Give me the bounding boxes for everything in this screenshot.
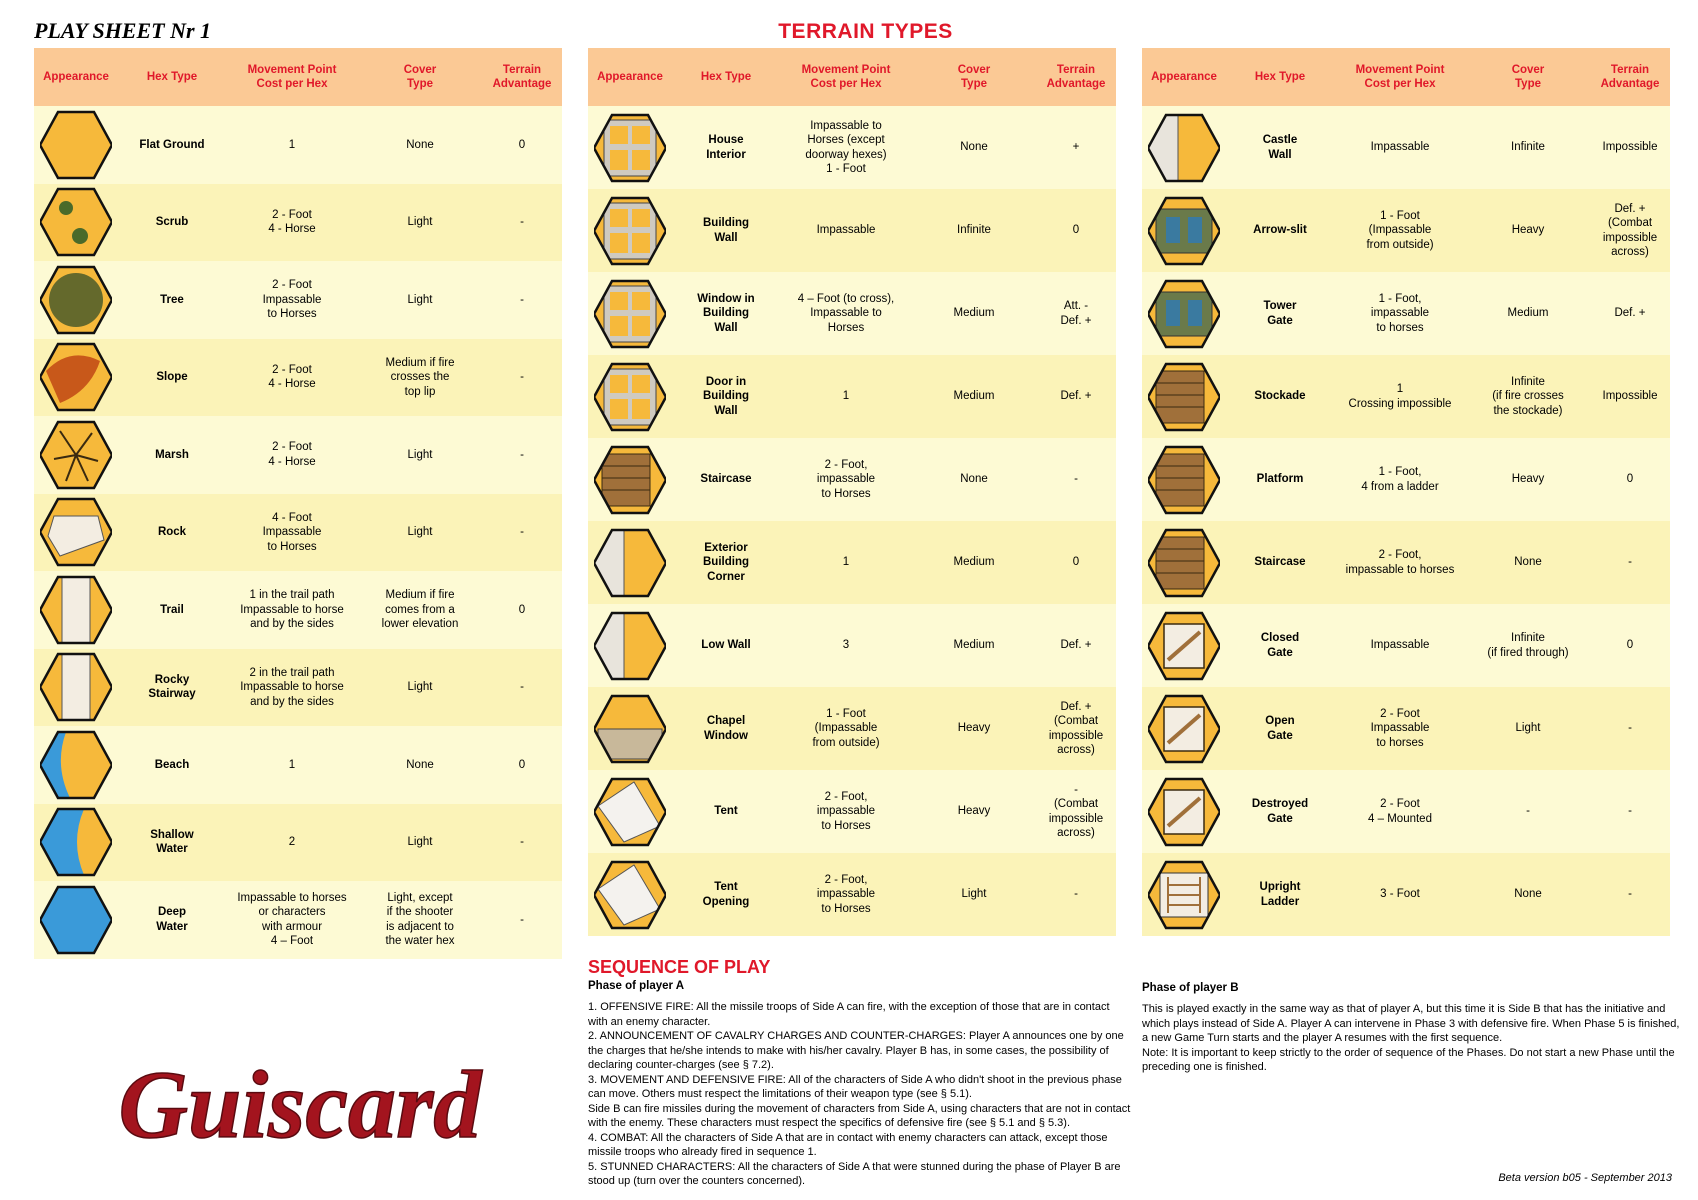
table-row xyxy=(1142,106,1670,189)
cover-type: - xyxy=(1526,805,1530,818)
movement-cost: Impassable to horses or characters with armour 4 – Foot xyxy=(237,891,347,948)
hex-type: Platform xyxy=(1256,473,1304,486)
rock-hex-icon xyxy=(34,496,118,568)
guiscard-logo-text: Guiscard xyxy=(118,1051,482,1158)
beach-hex-icon xyxy=(34,729,118,801)
header-hex-type: Hex Type xyxy=(1254,71,1306,83)
phase-a-item: Side B can fire missiles during the movement of characters from Side A, using characters that are not in contact with the enemy. These characters must respect the specifics of defensive fire (see § 5.1 and § 5.3). xyxy=(588,1102,1131,1129)
movement-cost: 1 - Foot (Impassable from outside) xyxy=(812,707,880,749)
hex-type: Scrub xyxy=(155,216,189,228)
terrain-advantage: - xyxy=(520,913,524,926)
tree-hex-icon xyxy=(34,264,118,336)
cover-type: Light xyxy=(1515,722,1541,735)
window-building-wall-hex-icon xyxy=(588,278,672,350)
movement-cost: 2 - Foot 4 - Horse xyxy=(268,208,316,236)
table-row xyxy=(34,804,562,882)
table-row xyxy=(34,881,562,959)
movement-cost: 2 in the trail path Impassable to horse and by the sides xyxy=(240,666,344,708)
phase-b-item: This is played exactly in the same way as that of player A, but this time it is Side B that has the initiative and which plays instead of Side A. Player A can intervene in Phase 3 with defensive fire. When Phase 5 is finished, a new Game Turn starts and the player A resumes with the first sequence. xyxy=(1142,1003,1680,1044)
exterior-corner-hex-icon xyxy=(588,527,672,599)
table-header xyxy=(1142,48,1670,106)
cover-type: Light xyxy=(407,448,433,461)
staircase-wood-hex-icon xyxy=(1142,527,1226,599)
phase-a-item: 1. OFFENSIVE FIRE: All the missile troops of Side A can fire, with the exception of those that are in contact with an enemy character. xyxy=(588,1001,1110,1028)
hex-type: Door in Building Wall xyxy=(703,375,749,417)
table-row xyxy=(588,521,1116,604)
hex-type: Arrow-slit xyxy=(1253,224,1307,237)
header-advantage: Terrain Advantage xyxy=(492,64,552,90)
movement-cost: 3 xyxy=(842,639,850,652)
cover-type: None xyxy=(406,138,434,151)
table-row xyxy=(1142,770,1670,853)
terrain-advantage: Impossible xyxy=(1602,141,1658,154)
cover-type: Light xyxy=(407,526,433,538)
platform-hex-icon xyxy=(1142,444,1226,516)
header-advantage: Terrain Advantage xyxy=(1046,64,1106,90)
table-row xyxy=(1142,189,1670,272)
building-wall-hex-icon xyxy=(588,195,672,267)
movement-cost: 2 - Foot 4 - Horse xyxy=(268,363,316,391)
phase-a-title: Phase of player A xyxy=(588,980,685,992)
table-row xyxy=(1142,604,1670,687)
terrain-advantage: 0 xyxy=(518,758,526,771)
closed-gate-hex-icon xyxy=(1142,610,1226,682)
cover-type: Light xyxy=(407,293,433,306)
hex-type: Beach xyxy=(154,758,190,771)
header-hex-type: Hex Type xyxy=(700,71,752,83)
hex-type: Tower Gate xyxy=(1263,300,1297,327)
movement-cost: 1 in the trail path Impassable to horse and by the sides xyxy=(240,589,344,630)
hex-type: Flat Ground xyxy=(139,138,205,151)
terrain-advantage: Def. + xyxy=(1060,639,1092,652)
terrain-advantage: - xyxy=(520,526,524,538)
terrain-types-title: TERRAIN TYPES xyxy=(778,20,953,43)
header-cover: Cover Type xyxy=(957,64,991,90)
movement-cost: 1 xyxy=(842,390,850,403)
movement-cost: 1 - Foot, impassable to horses xyxy=(1370,292,1430,334)
sheet-title: PLAY SHEET Nr 1 xyxy=(34,18,212,43)
deep-water-hex-icon xyxy=(34,884,118,956)
terrain-advantage: - xyxy=(1628,556,1632,569)
header-movement: Movement Point Cost per Hex xyxy=(247,64,337,90)
cover-type: Infinite (if fired through) xyxy=(1487,632,1569,659)
table-row xyxy=(34,571,562,649)
stockade-hex-icon xyxy=(1142,361,1226,433)
hex-type: Rocky Stairway xyxy=(148,673,196,701)
movement-cost: 2 - Foot 4 - Horse xyxy=(268,441,316,468)
terrain-advantage: - xyxy=(520,216,524,228)
phase-b-title: Phase of player B xyxy=(1142,982,1239,994)
terrain-table-3 xyxy=(1142,48,1670,936)
table-row xyxy=(34,261,562,339)
header-appearance: Appearance xyxy=(43,71,109,83)
cover-type: Infinite xyxy=(1511,141,1545,154)
header-appearance: Appearance xyxy=(1151,71,1217,83)
movement-cost: 1 xyxy=(288,758,296,771)
cover-type: Medium if fire comes from a lower elevation xyxy=(381,589,459,630)
slope-hex-icon xyxy=(34,341,118,413)
hex-type: Slope xyxy=(156,371,188,383)
table-row xyxy=(588,770,1116,853)
terrain-advantage: - xyxy=(1074,888,1078,901)
arrow-slit-hex-icon xyxy=(1142,195,1226,267)
phase-a-item: 2. ANNOUNCEMENT OF CAVALRY CHARGES AND COUNTER-CHARGES: Player A announces one by one the charges that he/she intends to make with his/her cavalry. Player B has, in some cases, the possibility of declaring counter-charges (see § 7.2). xyxy=(588,1030,1124,1071)
header-advantage: Terrain Advantage xyxy=(1600,64,1660,90)
movement-cost: 2 - Foot Impassable to Horses xyxy=(262,279,322,320)
movement-cost: 2 xyxy=(288,836,296,848)
movement-cost: 1 - Foot, 4 from a ladder xyxy=(1361,466,1439,493)
tent-hex-icon xyxy=(588,776,672,848)
guiscard-logo xyxy=(100,1045,500,1165)
header-hex-type: Hex Type xyxy=(146,71,198,83)
table-row xyxy=(588,106,1116,189)
table-row xyxy=(34,184,562,262)
movement-cost: 2 - Foot 4 – Mounted xyxy=(1368,798,1432,825)
table-row xyxy=(1142,853,1670,936)
hex-type: Upright Ladder xyxy=(1259,881,1301,908)
tent-opening-hex-icon xyxy=(588,859,672,931)
cover-type: Medium xyxy=(953,556,995,569)
marsh-hex-icon xyxy=(34,419,118,491)
cover-type: Infinite (if fire crosses the stockade) xyxy=(1492,375,1564,417)
table-row xyxy=(34,649,562,727)
movement-cost: Impassable xyxy=(1370,141,1430,154)
door-building-wall-hex-icon xyxy=(588,361,672,433)
movement-cost: 2 - Foot, impassable to Horses xyxy=(816,790,876,832)
movement-cost: 3 - Foot xyxy=(1380,888,1420,901)
hex-type: Deep Water xyxy=(156,906,188,933)
hex-type: Castle Wall xyxy=(1262,134,1298,161)
version-text: Beta version b05 - September 2013 xyxy=(1498,1172,1672,1184)
table-row xyxy=(588,189,1116,272)
hex-type: Trail xyxy=(160,603,184,616)
cover-type: Medium xyxy=(953,307,995,320)
scrub-hex-icon xyxy=(34,186,118,258)
cover-type: None xyxy=(960,473,988,486)
hex-type: Chapel Window xyxy=(704,715,748,742)
terrain-advantage: Def. + (Combat impossible across) xyxy=(1602,202,1658,258)
terrain-advantage: 0 xyxy=(518,138,526,151)
cover-type: Light, except if the shooter is adjacent to the water hex xyxy=(385,891,455,948)
terrain-advantage: Att. - Def. + xyxy=(1060,300,1092,327)
cover-type: None xyxy=(960,141,988,154)
table-row xyxy=(34,339,562,417)
table-row xyxy=(588,604,1116,687)
hex-type: Building Wall xyxy=(703,217,749,244)
cover-type: None xyxy=(406,758,434,771)
table-row xyxy=(588,687,1116,770)
table-row xyxy=(1142,355,1670,438)
movement-cost: 2 - Foot Impassable to horses xyxy=(1370,707,1430,749)
tower-gate-hex-icon xyxy=(1142,278,1226,350)
movement-cost: 2 - Foot, impassable to horses xyxy=(1345,549,1455,576)
header-cover: Cover Type xyxy=(1511,64,1545,90)
header-appearance: Appearance xyxy=(597,71,663,83)
phase-a-item: 5. STUNNED CHARACTERS: All the characters of Side A that were stunned during the phase of Player B are stood up (turn over the counters concerned). xyxy=(588,1160,1121,1187)
movement-cost: 4 - Foot Impassable to Horses xyxy=(262,511,322,553)
terrain-advantage: 0 xyxy=(1626,639,1634,652)
terrain-advantage: - xyxy=(1628,888,1632,901)
rocky-stairway-hex-icon xyxy=(34,651,118,723)
movement-cost: 1 Crossing impossible xyxy=(1348,383,1452,410)
hex-type: Stockade xyxy=(1254,390,1306,403)
table-row xyxy=(1142,438,1670,521)
terrain-advantage: - xyxy=(1628,722,1632,735)
hex-type: Low Wall xyxy=(701,639,751,652)
hex-type: Open Gate xyxy=(1265,715,1295,742)
hex-type: Closed Gate xyxy=(1260,632,1300,659)
trail-hex-icon xyxy=(34,574,118,646)
cover-type: Light xyxy=(407,836,433,848)
terrain-advantage: Def. + xyxy=(1614,307,1646,320)
movement-cost: 2 - Foot, impassable to Horses xyxy=(816,458,876,500)
terrain-advantage: Impossible xyxy=(1602,390,1658,403)
movement-cost: 4 – Foot (to cross), Impassable to Horses xyxy=(797,292,895,334)
cover-type: Light xyxy=(961,888,987,901)
hex-type: Staircase xyxy=(1254,556,1306,569)
cover-type: None xyxy=(1514,888,1542,901)
terrain-advantage: - xyxy=(520,681,524,693)
cover-type: Light xyxy=(407,681,433,693)
cover-type: Medium xyxy=(1507,307,1549,320)
movement-cost: Impassable xyxy=(816,224,876,237)
castle-wall-hex-icon xyxy=(1142,112,1226,184)
phase-b-item: Note: It is important to keep strictly to the order of sequence of the Phases. Do not start a new Phase until the preceding one is finished. xyxy=(1142,1046,1675,1073)
upright-ladder-hex-icon xyxy=(1142,859,1226,931)
hex-type: Tent Opening xyxy=(702,881,750,908)
table-row xyxy=(588,355,1116,438)
movement-cost: 1 xyxy=(288,138,296,151)
hex-type: Exterior Building Corner xyxy=(703,541,749,583)
hex-type: Tent xyxy=(714,805,738,818)
destroyed-gate-hex-icon xyxy=(1142,776,1226,848)
cover-type: Medium xyxy=(953,639,995,652)
movement-cost: Impassable to Horses (except doorway hexes) 1 - Foot xyxy=(805,119,887,175)
shallow-water-hex-icon xyxy=(34,806,118,878)
table-row xyxy=(1142,687,1670,770)
hex-type: Shallow Water xyxy=(150,828,194,856)
table-header xyxy=(34,48,562,106)
movement-cost: 1 - Foot (Impassable from outside) xyxy=(1366,209,1434,251)
cover-type: Medium xyxy=(953,390,995,403)
table-row xyxy=(34,726,562,804)
hex-type: Tree xyxy=(160,293,184,306)
terrain-advantage: Def. + (Combat impossible across) xyxy=(1048,700,1104,756)
hex-type: Window in Building Wall xyxy=(697,292,755,334)
table-row xyxy=(588,853,1116,936)
low-wall-hex-icon xyxy=(588,610,672,682)
terrain-advantage: - xyxy=(520,371,524,383)
terrain-advantage: 0 xyxy=(1072,224,1080,237)
table-row xyxy=(588,272,1116,355)
table-row xyxy=(34,106,562,184)
hex-type: Marsh xyxy=(155,448,189,461)
movement-cost: Impassable xyxy=(1370,639,1430,652)
terrain-table-2 xyxy=(588,48,1116,936)
cover-type: Heavy xyxy=(1511,473,1545,486)
header-movement: Movement Point Cost per Hex xyxy=(801,64,891,90)
staircase-hex-icon xyxy=(588,444,672,516)
flat-ground-hex-icon xyxy=(34,109,118,181)
terrain-advantage: - xyxy=(520,293,524,306)
cover-type: Heavy xyxy=(1511,224,1545,237)
table-row xyxy=(34,494,562,572)
cover-type: None xyxy=(1514,556,1542,569)
phase-b-text xyxy=(1142,1002,1682,1075)
phase-a-text xyxy=(588,1000,1132,1189)
terrain-advantage: - xyxy=(520,836,524,848)
terrain-advantage: 0 xyxy=(1626,473,1634,486)
hex-type: House Interior xyxy=(706,134,746,161)
open-gate-hex-icon xyxy=(1142,693,1226,765)
phase-a-item: 3. MOVEMENT AND DEFENSIVE FIRE: All of the characters of Side A who didn't shoot in the previous phase can move. Others must respect the limitations of their weapon type (see § 5.1). xyxy=(588,1073,1122,1100)
terrain-advantage: + xyxy=(1072,141,1080,154)
terrain-advantage: - xyxy=(1628,805,1632,818)
movement-cost: 2 - Foot, impassable to Horses xyxy=(816,873,876,915)
cover-type: Infinite xyxy=(957,224,991,237)
table-header xyxy=(588,48,1116,106)
movement-cost: 1 xyxy=(842,556,850,569)
phase-a-item: 4. COMBAT: All the characters of Side A that are in contact with enemy characters can attack, except those missile troops who already fired in sequence 1. xyxy=(588,1131,1108,1158)
terrain-advantage: - xyxy=(520,448,524,461)
table-row xyxy=(1142,272,1670,355)
terrain-advantage: - (Combat impossible across) xyxy=(1048,783,1104,839)
terrain-table-1 xyxy=(34,48,562,959)
house-interior-hex-icon xyxy=(588,112,672,184)
sequence-of-play-title: SEQUENCE OF PLAY xyxy=(588,957,771,977)
table-row xyxy=(34,416,562,494)
table-row xyxy=(1142,521,1670,604)
hex-type: Destroyed Gate xyxy=(1251,798,1309,825)
header-movement: Movement Point Cost per Hex xyxy=(1355,64,1445,90)
cover-type: Light xyxy=(407,216,433,228)
table-row xyxy=(588,438,1116,521)
cover-type: Medium if fire crosses the top lip xyxy=(385,356,455,398)
terrain-advantage: 0 xyxy=(518,603,526,616)
chapel-window-hex-icon xyxy=(588,693,672,765)
terrain-advantage: Def. + xyxy=(1060,390,1092,403)
terrain-advantage: - xyxy=(1074,473,1078,486)
hex-type: Rock xyxy=(157,526,187,538)
cover-type: Heavy xyxy=(957,805,991,818)
cover-type: Heavy xyxy=(957,722,991,735)
terrain-advantage: 0 xyxy=(1072,556,1080,569)
header-cover: Cover Type xyxy=(403,64,437,90)
hex-type: Staircase xyxy=(700,473,752,486)
